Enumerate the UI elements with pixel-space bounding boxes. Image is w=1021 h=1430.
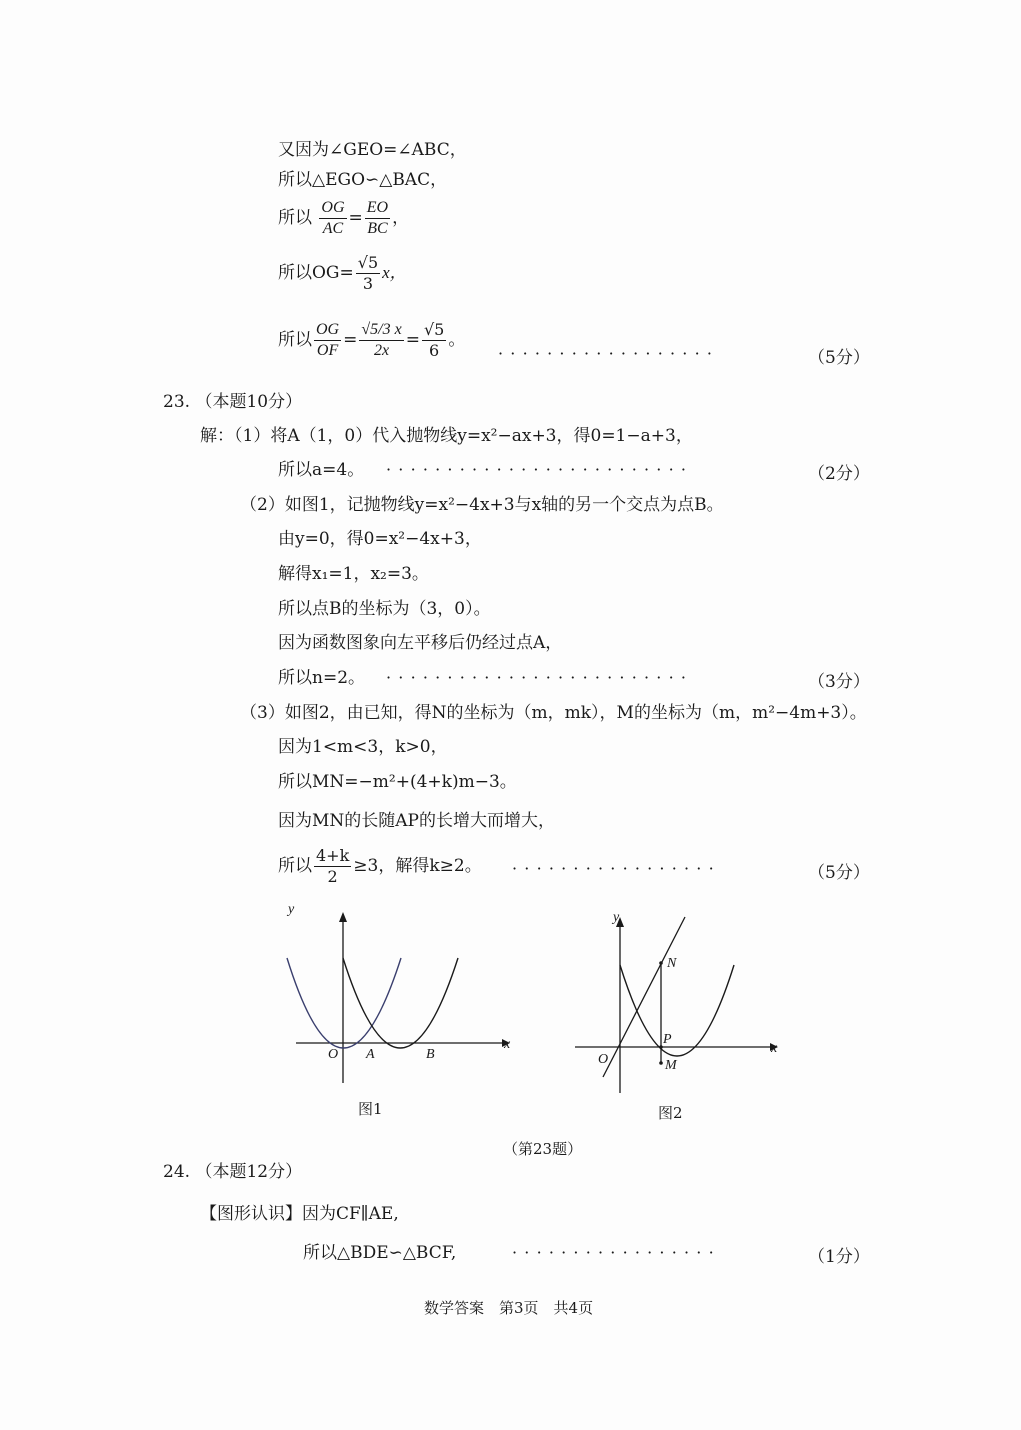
fig1-caption: 图1 xyxy=(358,1100,383,1118)
q23-p1b: 所以a=4。 xyxy=(278,460,365,480)
q22-line-4 xyxy=(278,253,407,294)
frac-den: BC xyxy=(367,220,388,237)
period: 。 xyxy=(448,330,466,350)
fig2-origin-label: O xyxy=(598,1052,609,1067)
frac-den: 2x xyxy=(373,342,390,359)
q23-p3c: 所以MN=−m²+(4+k)m−3。 xyxy=(278,772,517,792)
q22-l5-prefix: 所以 xyxy=(278,330,312,350)
score-q24-1: （1分） xyxy=(808,1247,870,1267)
leader-dots: ················· xyxy=(512,859,721,878)
frac-num: √5/3 x xyxy=(359,320,403,341)
frac-num: 4+k xyxy=(316,846,350,865)
frac-num: EO xyxy=(365,198,390,219)
fig1-x-label: x xyxy=(504,1037,511,1052)
q23-p3b: 因为1<m<3，k>0， xyxy=(278,737,448,757)
point-n xyxy=(659,961,663,965)
leader-dots: ················· xyxy=(512,1243,721,1262)
q23-p3a: （3）如图2，由已知，得N的坐标为（m，mk），M的坐标为（m，m²−4m+3）。 xyxy=(240,703,867,723)
q22-l4-suffix: x， xyxy=(382,263,407,282)
fig1-y-label: y xyxy=(288,902,295,917)
frac-den: OF xyxy=(316,342,339,359)
score-q22: （5分） xyxy=(808,348,870,368)
fig2-point-m-label: M xyxy=(665,1058,677,1073)
frac-num: OG xyxy=(319,198,346,219)
q23-p2f: 所以n=2。 xyxy=(278,668,366,688)
q23-p3e-prefix: 所以 xyxy=(278,856,312,876)
fig2-x-label: x xyxy=(771,1041,778,1056)
fraction-4k-2 xyxy=(314,846,351,887)
equals: = xyxy=(348,208,363,228)
line-y-kx xyxy=(603,917,685,1077)
y-axis-arrow xyxy=(339,912,347,922)
frac-den: 6 xyxy=(429,341,440,360)
score-q23-1: （2分） xyxy=(808,464,870,484)
fraction-compound xyxy=(359,320,403,361)
score-q23-3: （5分） xyxy=(808,863,870,883)
comma: ， xyxy=(392,208,410,228)
q22-line-1: 又因为∠GEO=∠ABC， xyxy=(278,140,467,160)
figure-caption: （第23题） xyxy=(503,1140,583,1158)
fig1-point-a-label: A xyxy=(366,1047,375,1062)
q22-line-2: 所以△EGO∽△BAC， xyxy=(278,170,448,190)
q22-line-5: 所以 $\frac{OG}{OF}$ = $\frac{√5/3 x}{2x}$ = $\frac{√5}{6}$ 。 xyxy=(278,320,466,360)
page-footer: 数学答案 第3页 共4页 xyxy=(424,1299,594,1317)
q23-p3e xyxy=(278,846,482,887)
frac-den: 2 xyxy=(327,867,338,886)
q23-p2a: （2）如图1，记抛物线y=x²−4x+3与x轴的另一个交点为点B。 xyxy=(240,495,724,515)
q22-l3-prefix: 所以 xyxy=(278,208,312,228)
fraction-sqrt5-6 xyxy=(422,320,446,361)
original-parabola xyxy=(343,958,458,1048)
frac-num: √5 xyxy=(423,320,445,339)
fig1-origin-label: O xyxy=(328,1047,339,1062)
fig2-y-label: y xyxy=(613,910,620,925)
q23-header: 23. （本题10分） xyxy=(163,392,303,412)
frac-den: 3 xyxy=(362,274,374,293)
q23-p2e: 因为函数图象向左平移后仍经过点A， xyxy=(278,633,563,653)
q23-p3e-suffix: ≥3，解得k≥2。 xyxy=(353,856,482,876)
q24-line-1: 【图形认识】因为CF∥AE, xyxy=(200,1204,399,1224)
q22-l4-prefix: 所以OG= xyxy=(278,263,354,283)
figure-1 xyxy=(280,898,520,1088)
point-m xyxy=(659,1061,663,1065)
fraction-eo-bc xyxy=(365,198,390,239)
q24-line-2: 所以△BDE∽△BCF, xyxy=(303,1243,457,1263)
q23-p2b: 由y=0，得0=x²−4x+3， xyxy=(278,529,482,549)
leader-dots: ·················· xyxy=(498,344,720,363)
frac-den: AC xyxy=(322,220,344,237)
leader-dots: ························· xyxy=(386,668,694,687)
fig2-point-n-label: N xyxy=(667,956,677,971)
q23-p3d: 因为MN的长随AP的长增大而增大， xyxy=(278,811,555,831)
q24-header: 24. （本题12分） xyxy=(163,1162,303,1182)
score-q23-2: （3分） xyxy=(808,672,870,692)
fig2-caption: 图2 xyxy=(658,1104,683,1122)
q23-p2d: 所以点B的坐标为（3，0）。 xyxy=(278,599,491,619)
shifted-parabola xyxy=(287,958,401,1048)
frac-num: √5 xyxy=(357,253,379,272)
q22-line-3 xyxy=(278,198,409,239)
fraction-og-of xyxy=(314,320,341,361)
frac-num: OG xyxy=(314,320,341,341)
fig2-point-p-label: P xyxy=(663,1032,672,1047)
leader-dots: ························· xyxy=(386,460,694,479)
q23-p2c: 解得x₁=1，x₂=3。 xyxy=(278,564,429,584)
fraction-sqrt5-3 xyxy=(356,253,380,294)
q23-p1a: 解：（1）将A（1，0）代入抛物线y=x²−ax+3，得0=1−a+3， xyxy=(200,426,693,446)
fraction-og-ac xyxy=(319,198,346,239)
fig1-point-b-label: B xyxy=(426,1047,435,1062)
figure-2 xyxy=(565,905,790,1095)
